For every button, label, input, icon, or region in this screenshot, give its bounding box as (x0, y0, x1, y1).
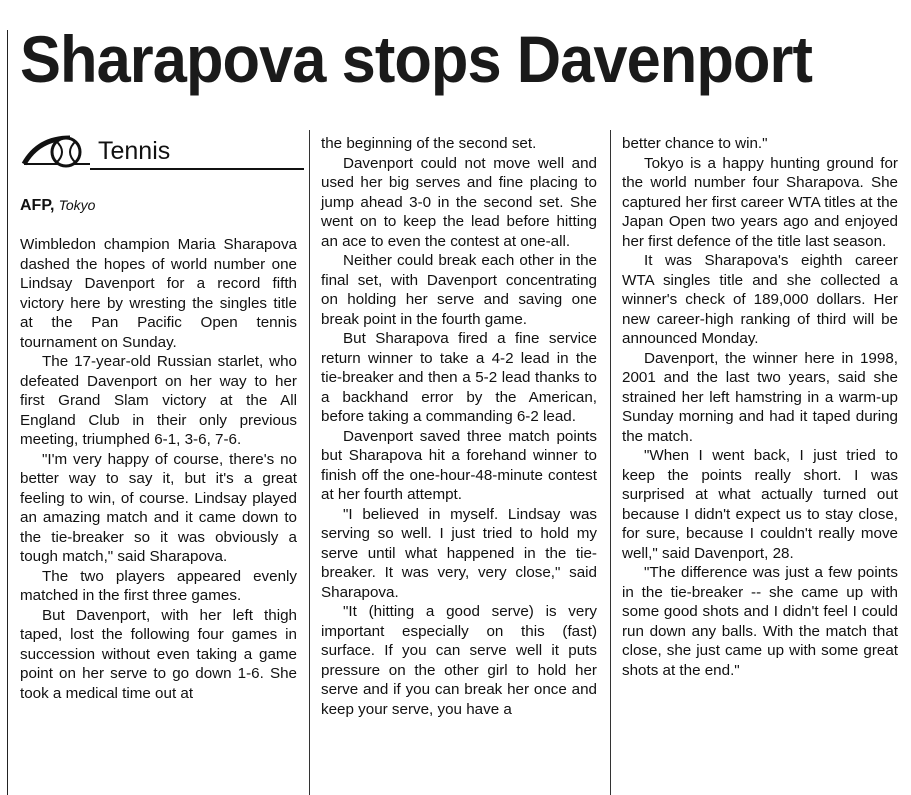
article-column-1 (20, 235, 297, 703)
paragraph: The two players appeared evenly matched in the first three games. (20, 567, 297, 604)
paragraph: Davenport saved three match points but Sharapova hit a forehand winner to finish off the one-hour-48-minute contest at her fourth attempt. (321, 427, 597, 503)
article-column-3 (622, 134, 898, 680)
column-divider (610, 130, 611, 795)
paragraph: "I believed in myself. Lindsay was serving so well. I just tried to hold my serve until what happened in the tie-breaker. It was very, very close," said Sharapova. (321, 505, 597, 601)
paragraph: the beginning of the second set. (321, 135, 537, 152)
section-label: Tennis (98, 137, 171, 165)
paragraph: Tokyo is a happy hunting ground for the world number four Sharapova. She captured her first career WTA titles at the Japan Open two years ago and enjoyed her first defence of the title last season. (622, 154, 898, 250)
paragraph: But Sharapova fired a fine service return winner to take a 4-2 lead in the tie-breaker and then a 5-2 lead thanks to a backhand error by the American, before taking a commanding 6-2 lead. (321, 330, 597, 425)
paragraph: "The difference was just a few points in the tie-breaker -- she came up with some good shots and I didn't feel I could run down any balls. With the match that close, she just came up with some great shots at the end." (622, 564, 898, 679)
column-divider (309, 130, 310, 795)
paragraph: "It (hitting a good serve) is very important especially on this (fast) surface. If you can serve well it puts pressure on the other girl to hold her serve and if you can break her once and keep your serve, you have a (321, 603, 597, 718)
paragraph: But Davenport, with her left thigh taped, lost the following four games in succession without even taking a game point on her serve to go down 1-6. She took a medical time out at (20, 606, 297, 702)
paragraph: Davenport, the winner here in 1998, 2001 and the last two years, said she strained her left hamstring in a warm-up Sunday morning and had it taped during the match. (622, 349, 898, 445)
tennis-ball-icon (20, 132, 90, 172)
headline: Sharapova stops Davenport (20, 22, 812, 96)
left-border-rule (7, 30, 8, 795)
article-column-2 (321, 134, 597, 719)
paragraph: Wimbledon champion Maria Sharapova dashed the hopes of world number one Lindsay Davenport for a record fifth victory here by wresting the singles title at the Pan Pacific Open tennis tournament on Sunday. (20, 236, 297, 351)
paragraph: It was Sharapova's eighth career WTA singles title and she collected a winner's check of 189,000 dollars. Her new career-high ranking of third will be announced Monday. (622, 252, 898, 347)
byline-agency: AFP, (20, 197, 55, 214)
paragraph: Davenport could not move well and used her big serves and fine placing to jump ahead 3-0 in the second set. She went on to keep the lead before hitting an ace to even the contest at one-all. (321, 154, 597, 250)
byline-place: Tokyo (58, 197, 96, 213)
paragraph: Neither could break each other in the final set, with Davenport concentrating on holding her serve and saving one break point in the fourth game. (321, 252, 597, 328)
byline (20, 194, 95, 217)
paragraph: better chance to win." (622, 135, 768, 152)
section-underline (90, 168, 304, 170)
section-tag (20, 128, 304, 172)
paragraph: "When I went back, I just tried to keep the points really short. I was surprised at what actually turned out because I didn't expect us to stay close, for sure, because I couldn't really move well," said Davenport, 28. (622, 447, 898, 562)
paragraph: "I'm very happy of course, there's no better way to say it, but it's a great feeling to win, of course. Lindsay played an amazing match and it came down to the tie-breaker so it was obviously a tough match," said Sharapova. (20, 450, 297, 565)
paragraph: The 17-year-old Russian starlet, who defeated Davenport on her way to her first Grand Slam victory at the All England Club in their only previous meeting, triumphed 6-1, 3-6, 7-6. (20, 353, 297, 448)
